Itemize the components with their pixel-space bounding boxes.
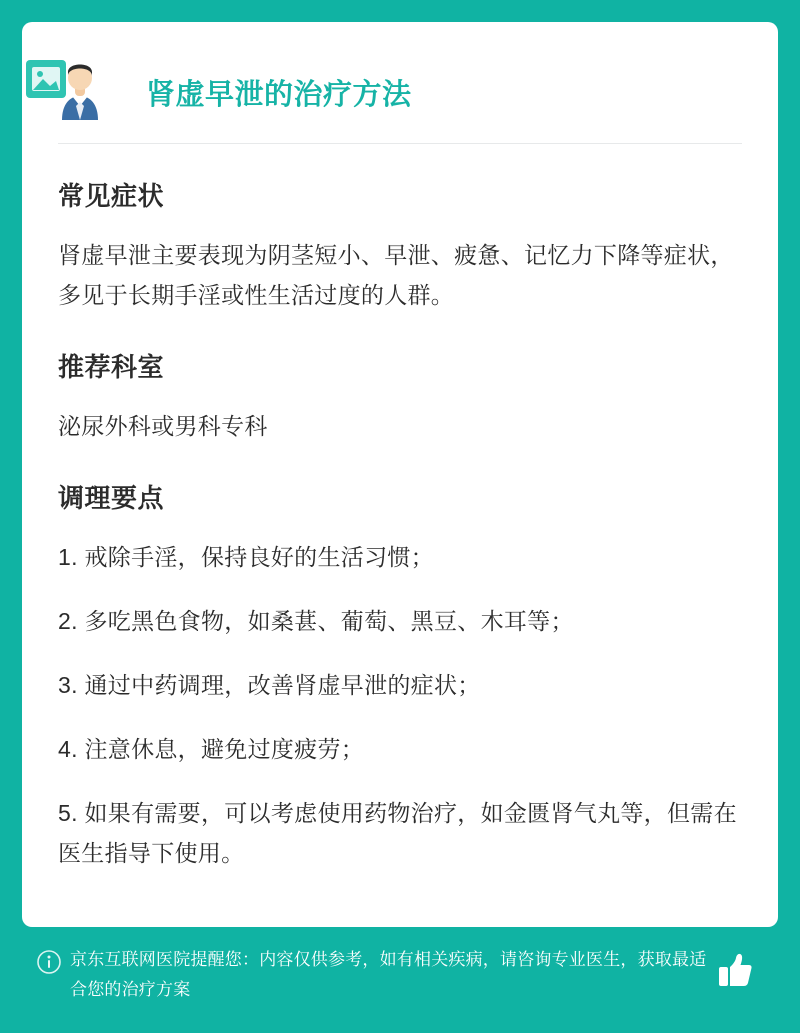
list-item: 3. 通过中药调理，改善肾虚早泄的症状； [58, 672, 481, 698]
section-heading-department: 推荐科室 [58, 352, 165, 382]
section-heading-symptoms: 常见症状 [58, 181, 165, 211]
section-heading-tips: 调理要点 [58, 483, 165, 513]
section-text-symptoms: 肾虚早泄主要表现为阴茎短小、早泄、疲惫、记忆力下降等症状，多见于长期手淫或性生活过度的人群。 [58, 242, 734, 308]
title-divider [58, 143, 742, 144]
article-card [22, 22, 778, 927]
list-item: 2. 多吃黑色食物，如桑葚、葡萄、黑豆、木耳等； [58, 608, 574, 634]
section-text-department: 泌尿外科或男科专科 [58, 413, 268, 439]
list-item: 5. 如果有需要，可以考虑使用药物治疗，如金匮肾气丸等，但需在医生指导下使用。 [58, 800, 737, 866]
info-circle-icon [36, 949, 62, 975]
footer-disclaimer [22, 945, 778, 1031]
tips-list [58, 537, 742, 873]
thumbs-up-icon[interactable] [718, 951, 752, 989]
list-item: 1. 戒除手淫，保持良好的生活习惯； [58, 544, 434, 570]
document-image-icon [18, 34, 110, 126]
page-title: 肾虚早泄的治疗方法 [146, 79, 412, 111]
disclaimer-text: 京东互联网医院提醒您：内容仅供参考，如有相关疾病，请咨询专业医生，获取最适合您的治疗方案 [70, 950, 707, 999]
list-item: 4. 注意休息，避免过度疲劳； [58, 736, 365, 762]
